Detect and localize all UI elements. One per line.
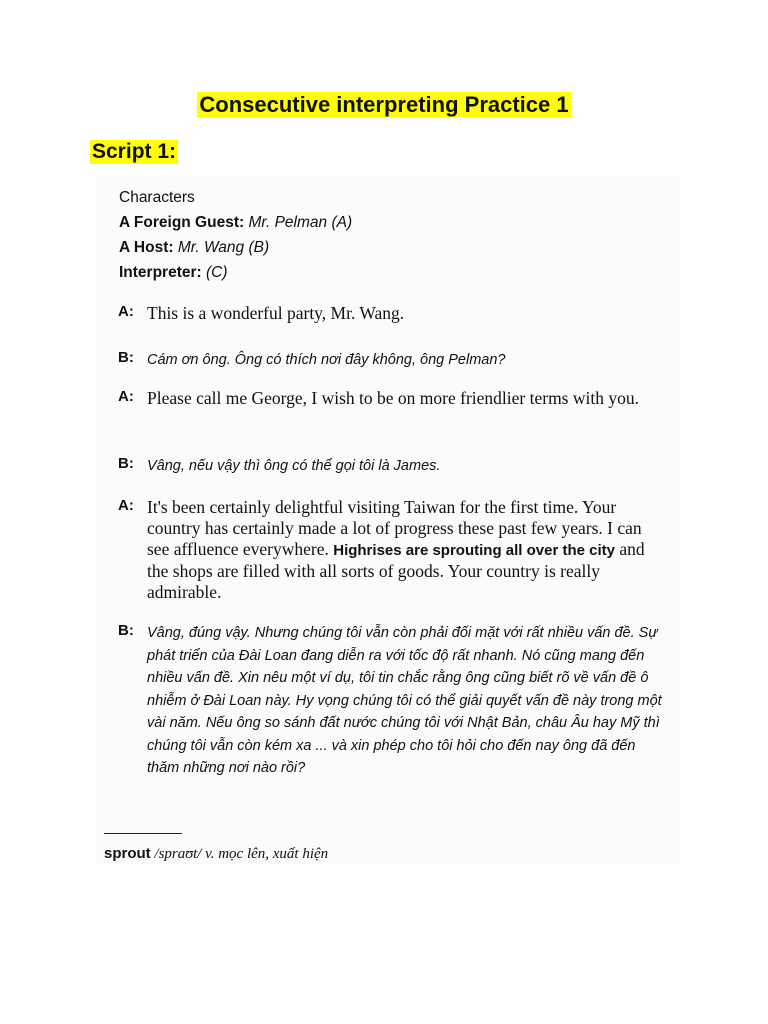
document-title: Consecutive interpreting Practice 1 <box>199 92 569 117</box>
character-interpreter: Interpreter: (C) <box>119 264 228 281</box>
speaker-label: A: <box>118 388 134 405</box>
script-label: Script 1: <box>92 140 177 163</box>
speaker-label: B: <box>118 622 134 639</box>
speaker-label: A: <box>118 497 134 514</box>
dialogue-text: Vâng, nếu vậy thì ông có thể gọi tôi là James. <box>147 458 441 474</box>
character-guest: A Foreign Guest: Mr. Pelman (A) <box>119 214 353 231</box>
dialogue-line <box>106 303 666 324</box>
dialogue-line <box>106 622 666 780</box>
footnote: sprout /spraʊt/ v. mọc lên, xuất hiện <box>104 845 329 862</box>
dialogue-line <box>106 349 666 372</box>
character-host: A Host: Mr. Wang (B) <box>119 239 270 256</box>
dialogue-text: Please call me George, I wish to be on more friendlier terms with you. <box>147 388 639 408</box>
speaker-label: A: <box>118 303 134 320</box>
dialogue-line <box>106 455 666 478</box>
highlighted-phrase: Highrises are sprouting all over the city <box>333 542 615 559</box>
speaker-label: B: <box>118 349 134 366</box>
dialogue-text: Vâng, đúng vậy. Nhưng chúng tôi vẫn còn phải đối mặt với rất nhiều vấn đề. Sự phát triển của Đài Loan đang diễn ra với tốc độ rất nhanh. Nó cũng mang đến nhiều vấn đề. Xin nêu một ví dụ, tôi tin chắc rằng ông cũng biết rõ về vấn đề ô nhiễm ở Đài Loan này. Hy vọng chúng tôi có thể giải quyết vấn đề này trong một vài năm. Nếu ông so sánh đất nước chúng tôi với Nhật Bản, châu Âu hay Mỹ thì chúng tôi vẫn còn kém xa ... và xin phép cho tôi hỏi cho đến nay ông đã đến thăm những nơi nào rồi? <box>147 625 662 776</box>
dialogue-line <box>106 497 666 603</box>
characters-list <box>119 185 352 285</box>
dialogue-text: It's been certainly delightful visiting Taiwan for the first time. Your country has certainly made a lot of progress these past few years. I can see affluence everywhere. Highrises are sprouting all over the city and the shops are filled with all sorts of goods. Your country is really admirable. <box>147 497 645 602</box>
dialogue-text: This is a wonderful party, Mr. Wang. <box>147 303 405 323</box>
dialogue-line <box>106 388 666 409</box>
characters-heading: Characters <box>119 189 195 206</box>
footnote-divider <box>104 833 182 834</box>
dialogue-text: Cám ơn ông. Ông có thích nơi đây không, ông Pelman? <box>147 352 506 368</box>
speaker-label: B: <box>118 455 134 472</box>
